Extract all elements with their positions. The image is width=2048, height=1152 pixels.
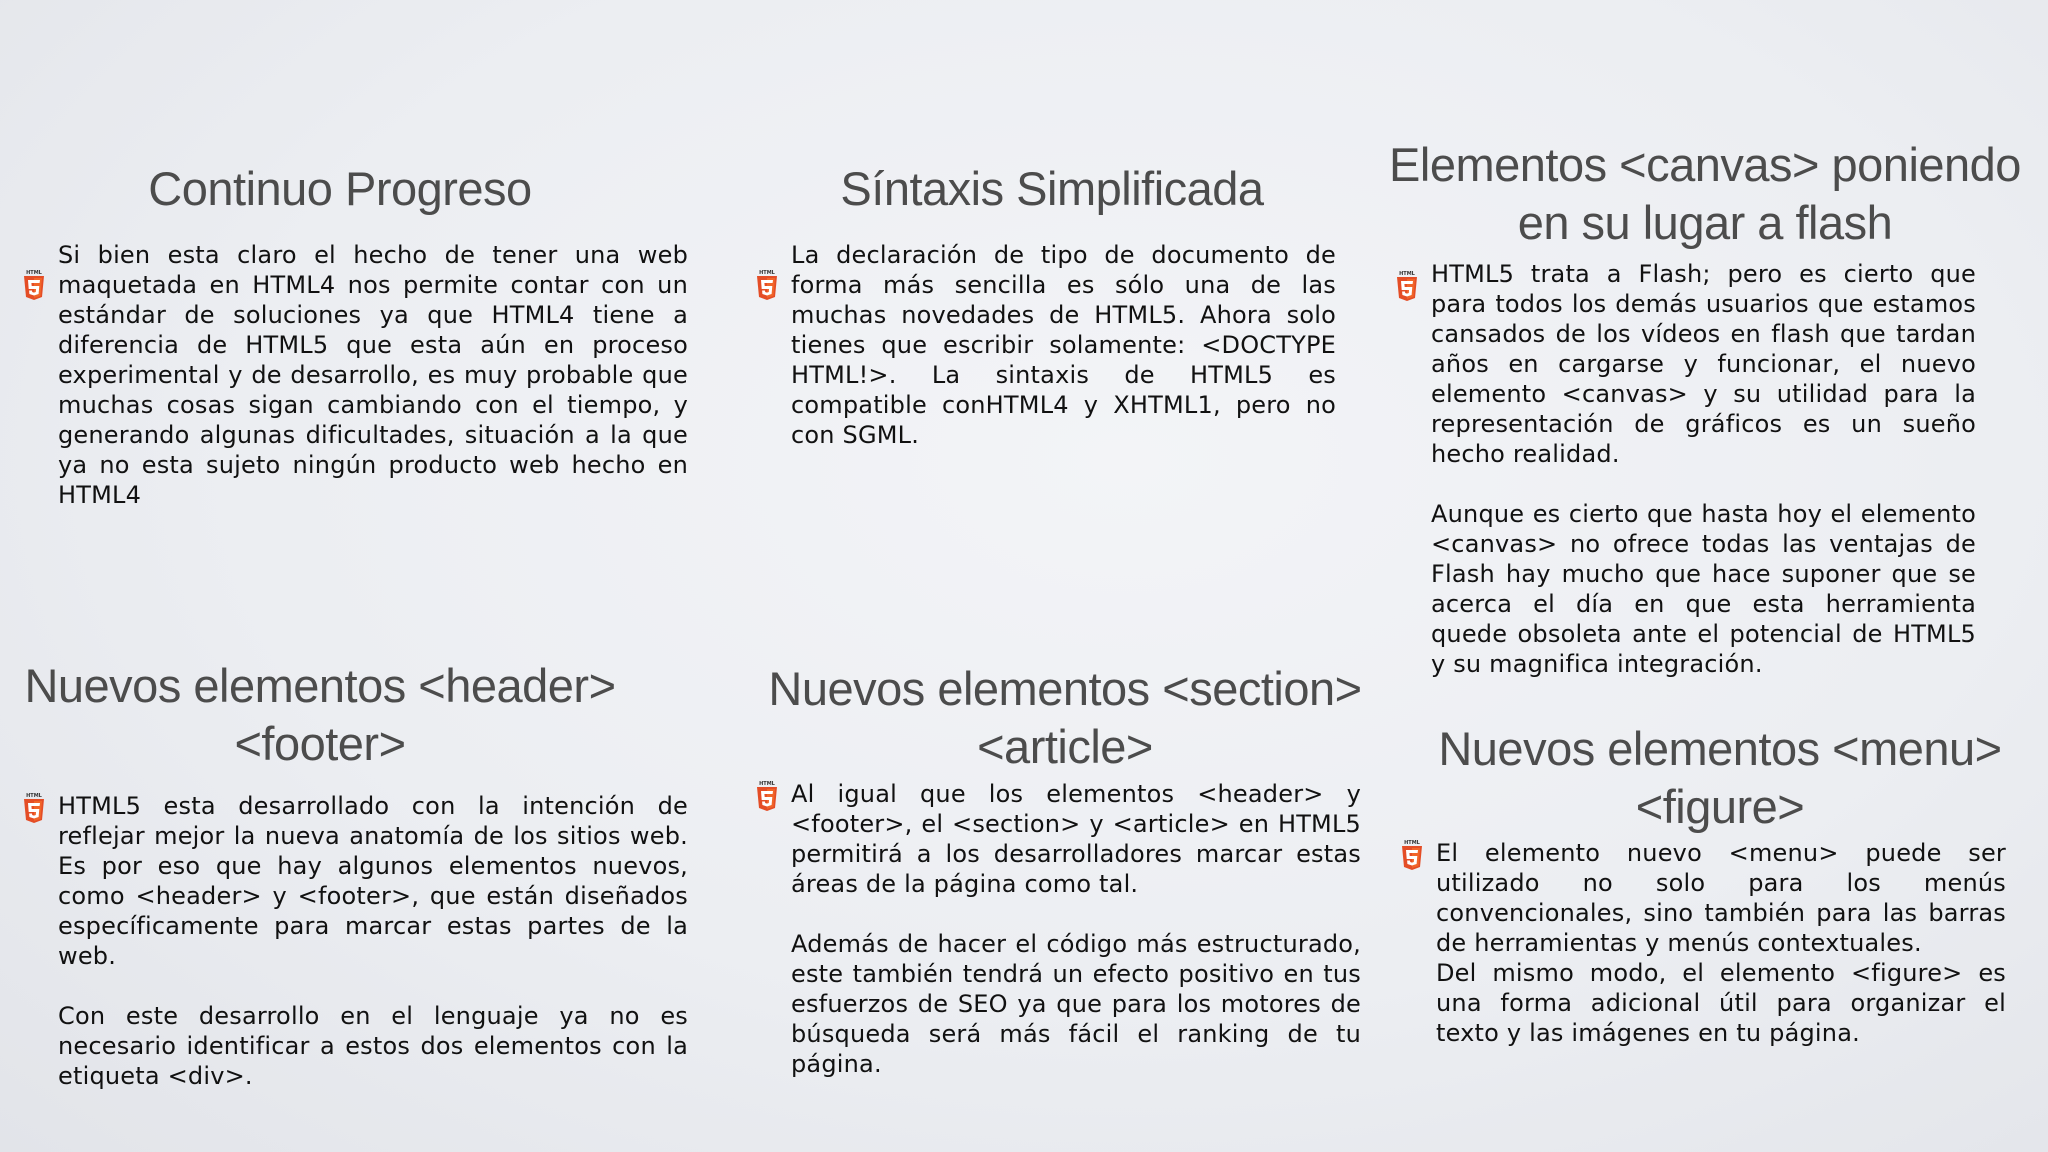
badge-label: HTML <box>26 270 42 276</box>
section-body <box>791 779 1361 1079</box>
section-header-footer <box>0 657 640 773</box>
paragraph: HTML5 trata a Flash; pero es cierto que para todos los demás usuarios que estamos cansados de los vídeos en flash que tardan años en cargarse y funcionar, el nuevo elemento <canvas> y su utilidad para la representación de gráficos es un sueño hecho realidad. <box>1431 260 1976 468</box>
section-title: Nuevos elementos <menu> <figure> <box>1438 722 2002 833</box>
paragraph: El elemento nuevo <menu> puede ser utilizado no solo para los menús convencionales, sino también para las barras de herramientas y menús contextuales. Del mismo modo, el elemento <figure> es una forma adicional útil para organizar el texto y las imágenes en tu página. <box>1436 839 2006 1047</box>
section-title: Nuevos elementos <header> <footer> <box>24 659 616 770</box>
section-continuo-progreso <box>40 160 640 218</box>
paragraph: Con este desarrollo en el lenguaje ya no es necesario identificar a estos dos elementos con la etiqueta <div>. <box>58 1002 688 1090</box>
badge-label: HTML <box>26 793 42 799</box>
bullet-continuo-progreso <box>22 240 690 510</box>
section-body <box>58 240 688 510</box>
section-title: Elementos <canvas> poniendo en su lugar a flash <box>1389 138 2021 249</box>
section-body <box>791 240 1336 450</box>
section-canvas <box>1375 136 2035 252</box>
section-title: Nuevos elementos <section> <article> <box>768 662 1362 773</box>
section-title: Síntaxis Simplificada <box>840 162 1264 215</box>
badge-label: HTML <box>759 270 775 276</box>
bullet-sintaxis-simplificada <box>755 240 1337 450</box>
section-title: Continuo Progreso <box>148 162 532 215</box>
badge-label: HTML <box>1404 840 1420 846</box>
paragraph: La declaración de tipo de documento de forma más sencilla es sólo una de las muchas novedades de HTML5. Ahora solo tienes que escribir solamente: <DOCTYPE HTML!>. La sintaxis de HTML5 es compatible conHTML4 y XHTML1, pero no con SGML. <box>791 241 1336 449</box>
bullet-section-article <box>755 779 1367 1079</box>
html5-badge-icon <box>1395 269 1419 301</box>
section-menu-figure <box>1400 720 2040 836</box>
html5-badge-icon <box>755 779 779 811</box>
section-sintaxis-simplificada <box>752 160 1352 218</box>
badge-label: HTML <box>1399 271 1415 277</box>
html5-badge-icon <box>1400 838 1424 870</box>
html5-badge-icon <box>755 268 779 300</box>
section-body <box>1431 259 1976 679</box>
paragraph: Aunque es cierto que hasta hoy el elemento <canvas> no ofrece todas las ventajas de Flash hay mucho que hace suponer que se acerca el día en que esta herramienta quede obsoleta ante el potencial de HTML5 y su magnifica integración. <box>1431 500 1976 678</box>
paragraph: Además de hacer el código más estructurado, este también tendrá un efecto positivo en tus esfuerzos de SEO ya que para los motores de búsqueda será más fácil el ranking de tu página. <box>791 930 1361 1078</box>
html5-badge-icon <box>22 791 46 823</box>
bullet-menu-figure <box>1400 838 2012 1048</box>
paragraph: Al igual que los elementos <header> y <footer>, el <section> y <article> en HTML5 permitirá a los desarrolladores marcar estas áreas de la página como tal. <box>791 780 1361 898</box>
html5-badge-icon <box>22 268 46 300</box>
paragraph: HTML5 esta desarrollado con la intención de reflejar mejor la nueva anatomía de los sitios web. Es por eso que hay algunos elementos nuevos, como <header> y <footer>, que están diseñados específicamente para marcar estas partes de la web. <box>58 792 688 970</box>
bullet-canvas <box>1395 259 1977 679</box>
paragraph: Si bien esta claro el hecho de tener una web maquetada en HTML4 nos permite contar con un estándar de soluciones ya que HTML4 tiene a diferencia de HTML5 que esta aún en proceso experimental y de desarrollo, es muy probable que muchas cosas sigan cambiando con el tiempo, y generando algunas dificultades, situación a la que ya no esta sujeto ningún producto web hecho en HTML4 <box>58 241 688 509</box>
badge-label: HTML <box>759 781 775 787</box>
section-body <box>1436 838 2006 1048</box>
section-section-article <box>745 660 1385 776</box>
bullet-header-footer <box>22 791 690 1091</box>
section-body <box>58 791 688 1091</box>
